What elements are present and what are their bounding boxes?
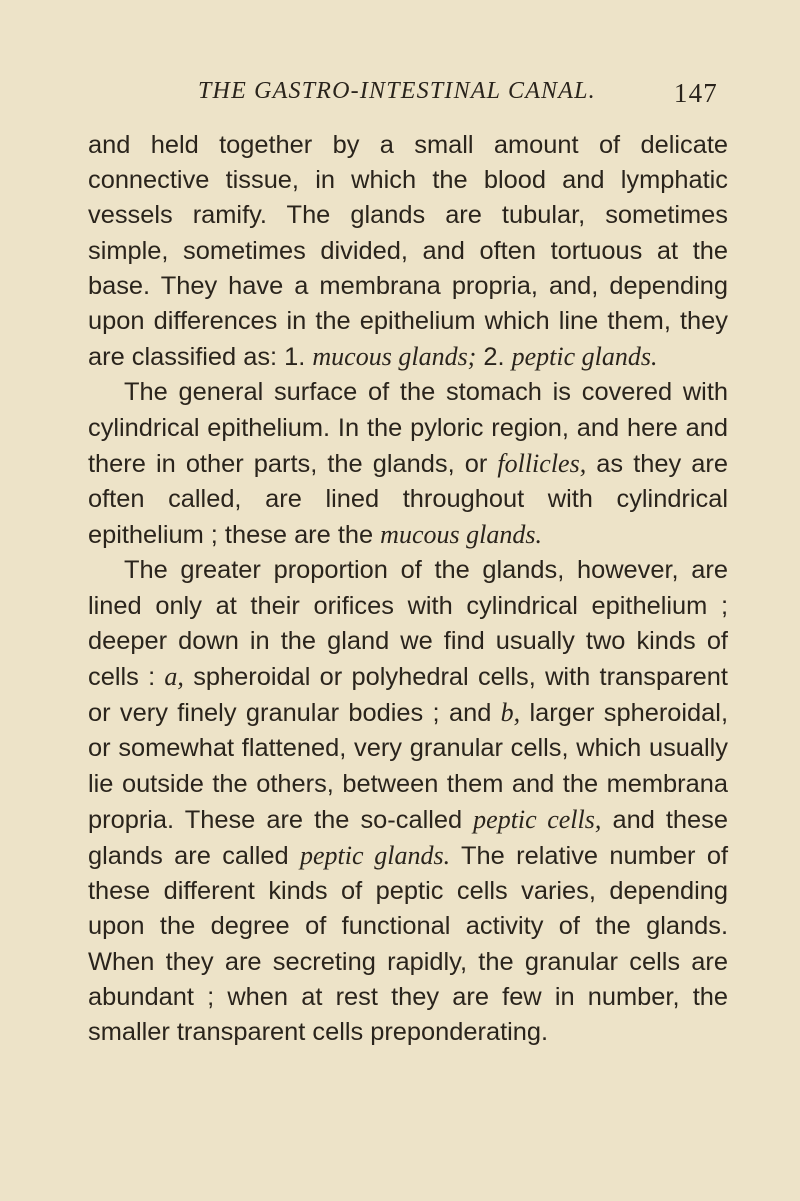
- text-run: and held together by a small amount of delicate connective tissue, in which the blood and lymphatic vessels ramify. The glands are tubular, sometimes simple, sometimes divided, and often tortuous at the base. They have a membrana propria, and, depending upon differences in the epithelium which line them, they are classified as: 1.: [88, 131, 728, 372]
- italic-term: b,: [500, 698, 521, 728]
- text-run: 2.: [476, 343, 505, 372]
- text-run: The relative number of these different kinds of peptic cells varies, depending upon the degree of functional activity of the glands. When they are secreting rapidly, the granular cells are abundant ; when at rest they are few in number, the smaller transparent cells preponderating.: [88, 842, 728, 1047]
- text-run: The greater proportion of the glands, however, are lined only at their orifices with cylindrical epithelium ; deeper down in the gland we find usually two kinds of cells :: [88, 556, 728, 692]
- italic-term: peptic glands.: [511, 342, 658, 372]
- paragraph: [88, 128, 728, 375]
- paragraph: [88, 553, 728, 1050]
- page-number: 147: [673, 78, 718, 108]
- italic-term: a,: [164, 662, 184, 692]
- italic-term: peptic cells,: [473, 804, 602, 834]
- body-text: [88, 128, 728, 1050]
- text-run: spheroidal or polyhedral cells, with transparent or very finely granular bodies ; and: [88, 663, 728, 728]
- text-run: larger spheroidal, or somewhat flattened, very granular cells, which usually lie outside the others, between them and the membrana propria. These are the so-called: [88, 699, 728, 834]
- italic-term: mucous glands.: [380, 520, 542, 550]
- italic-term: follicles,: [497, 448, 587, 478]
- text-run: and these glands are called: [88, 805, 728, 871]
- running-header: [198, 78, 718, 118]
- italic-term: mucous glands;: [312, 342, 477, 372]
- chapter-title: THE GASTRO-INTESTINAL CANAL.: [198, 78, 596, 104]
- text-run: as they are often called, are lined throughout with cylindrical epithelium ; these are the: [88, 449, 728, 550]
- paragraph: [88, 375, 728, 553]
- italic-term: peptic glands.: [299, 841, 451, 871]
- text-run: The general surface of the stomach is covered with cylindrical epithelium. In the pyloric region, and here and there in other parts, the glands, or: [88, 378, 728, 478]
